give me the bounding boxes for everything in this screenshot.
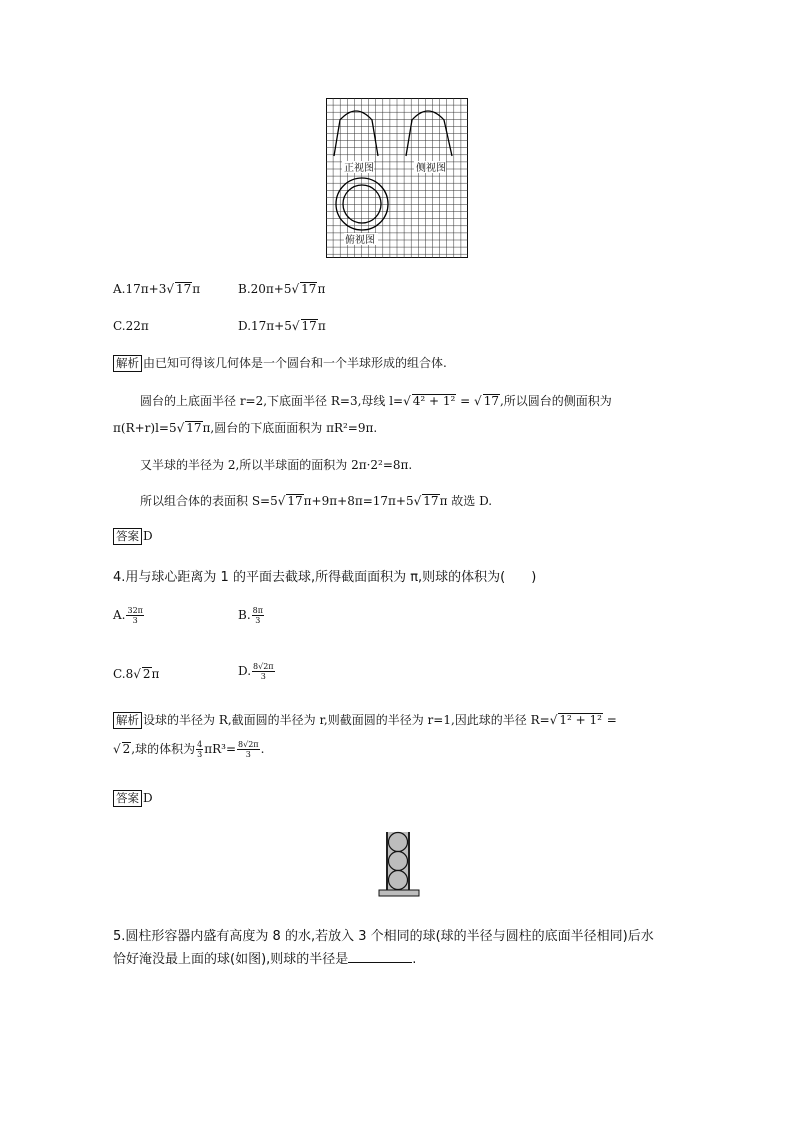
numerator: 8√2π: [253, 662, 274, 671]
fraction: [252, 606, 264, 625]
q3-analysis-line-5: 所以组合体的表面积 S=5√ 17π+9π+8π=17π+5√ 17π 故选 D.: [140, 494, 493, 508]
answer-blank[interactable]: [348, 950, 412, 963]
ball-bottom: [389, 871, 408, 890]
denominator: 3: [260, 672, 266, 681]
radicand: 4² + 1²: [412, 394, 456, 408]
q3-option-c: [113, 319, 149, 333]
analysis-text: =: [456, 394, 475, 408]
analysis-text: πR³=: [204, 742, 237, 756]
radicand: 17: [186, 421, 202, 435]
q4-option-a: [113, 606, 145, 625]
analysis-tag: 解析: [113, 712, 142, 729]
q4-analysis-line-2: √ 2,球的体积为 $\frac{4}{3}$ πR³= $\frac{8√2\pi}{3}$ .: [113, 740, 265, 759]
option-tail: π: [151, 667, 160, 681]
analysis-text: 由已知可得该几何体是一个圆台和一个半球形成的组合体.: [143, 356, 447, 370]
option-letter: B.: [238, 282, 251, 296]
radicand: 17: [287, 494, 303, 508]
stem-text: 恰好淹没最上面的球(如图),则球的半径是: [113, 952, 349, 967]
radicand: 1² + 1²: [559, 713, 602, 727]
ball-middle: [389, 852, 408, 871]
q4-stem: 4.用与球心距离为 1 的平面去截球,所得截面面积为 π,则球的体积为( ): [113, 570, 537, 585]
analysis-text: π(R+r)l=5: [113, 421, 177, 435]
answer-tag: 答案: [113, 528, 142, 545]
numerator: 8√2π: [238, 740, 259, 749]
q4-option-b: [238, 606, 265, 625]
analysis-text: ,所以圆台的侧面积为: [499, 394, 612, 408]
q3-option-d: D.17π+5√ 17π: [238, 319, 326, 333]
option-text: 8: [125, 667, 134, 681]
q3-option-b: B.20π+5√ 17π: [238, 282, 326, 296]
q3-answer: [113, 528, 153, 545]
option-letter: A.: [113, 282, 126, 296]
q3-analysis-line-3: π(R+r)l=5√ 17π,圆台的下底面面积为 πR²=9π.: [113, 421, 378, 435]
answer-value: D: [143, 529, 153, 543]
side-view-label: 侧视图: [416, 163, 446, 174]
cylinder-figure: [378, 828, 420, 898]
q3-analysis-line-4: [140, 456, 412, 473]
option-letter: D.: [238, 664, 252, 678]
q4-analysis-line-1: 解析 设球的半径为 R,截面圆的半径为 r,则截面圆的半径为 r=1,因此球的半径 R=√ 1² + 1² =: [113, 711, 617, 729]
numerator: 8π: [252, 606, 263, 615]
option-text: 17π+5: [251, 319, 292, 333]
option-letter: B.: [238, 608, 251, 622]
option-letter: A.: [113, 608, 126, 622]
denominator: 3: [132, 616, 138, 625]
analysis-text: π 故选 D.: [439, 494, 493, 508]
radicand: 2: [122, 742, 131, 756]
analysis-text: 圆台的上底面半径 r=2,下底面半径 R=3,母线 l=: [140, 394, 404, 408]
stem-end: .: [412, 952, 417, 967]
radicand: 17: [176, 282, 192, 296]
analysis-text: 设球的半径为 R,截面圆的半径为 r,则截面圆的半径为 r=1,因此球的半径 R=: [143, 713, 550, 727]
three-view-figure: [326, 98, 468, 258]
q4-answer: [113, 790, 153, 807]
q5-stem-line-1: 5.圆柱形容器内盛有高度为 8 的水,若放入 3 个相同的球(球的半径与圆柱的底面半径相同)后水: [113, 929, 654, 944]
fraction: [237, 740, 260, 759]
denominator: 3: [255, 616, 261, 625]
option-tail: π: [317, 282, 326, 296]
q4-option-c: C.8√ 2π: [113, 667, 160, 681]
option-text: 22π: [125, 319, 149, 333]
analysis-tag: 解析: [113, 355, 142, 372]
q3-analysis-line-1: [113, 354, 447, 372]
answer-value: D: [143, 791, 153, 805]
option-tail: π: [192, 282, 201, 296]
radicand: 17: [301, 319, 317, 333]
fraction: [126, 606, 143, 625]
option-text: 20π+5: [250, 282, 292, 296]
fraction: [252, 662, 275, 681]
answer-tag: 答案: [113, 790, 142, 807]
q3-option-a: A.17π+3√ 17π: [113, 282, 201, 296]
ball-top: [389, 833, 408, 852]
option-letter: C.: [113, 319, 126, 333]
q3-analysis-line-2: 圆台的上底面半径 r=2,下底面半径 R=3,母线 l=√ 4² + 1² = √ 17,所以圆台的侧面积为: [140, 394, 612, 408]
analysis-text: π+9π+8π=17π+5: [303, 494, 414, 508]
denominator: 3: [245, 750, 251, 759]
fraction: [196, 740, 203, 759]
analysis-text: .: [260, 742, 265, 756]
radicand: 2: [142, 667, 151, 681]
analysis-text: π,圆台的下底面面积为 πR²=9π.: [202, 421, 378, 435]
q4-option-d: [238, 662, 276, 681]
denominator: 3: [197, 750, 203, 759]
top-view-label: 俯视图: [345, 235, 375, 246]
q5-stem-line-2: [113, 948, 416, 967]
option-letter: C.: [113, 667, 126, 681]
option-tail: π: [317, 319, 326, 333]
cylinder-base: [379, 890, 419, 896]
radicand: 17: [423, 494, 439, 508]
analysis-text: 所以组合体的表面积 S=5: [140, 494, 278, 508]
front-view-label: 正视图: [344, 163, 374, 174]
numerator: 4: [197, 740, 203, 749]
radicand: 17: [483, 394, 499, 408]
radicand: 17: [301, 282, 317, 296]
analysis-text: 又半球的半径为 2,所以半球面的面积为 2π·2²=8π.: [140, 458, 413, 472]
option-text: 17π+3: [125, 282, 167, 296]
analysis-text: =: [602, 713, 617, 727]
cylinder-wall-left: [386, 832, 388, 890]
cylinder-wall-right: [408, 832, 410, 890]
option-letter: D.: [238, 319, 252, 333]
numerator: 32π: [127, 606, 143, 615]
analysis-text: ,球的体积为: [131, 742, 196, 756]
